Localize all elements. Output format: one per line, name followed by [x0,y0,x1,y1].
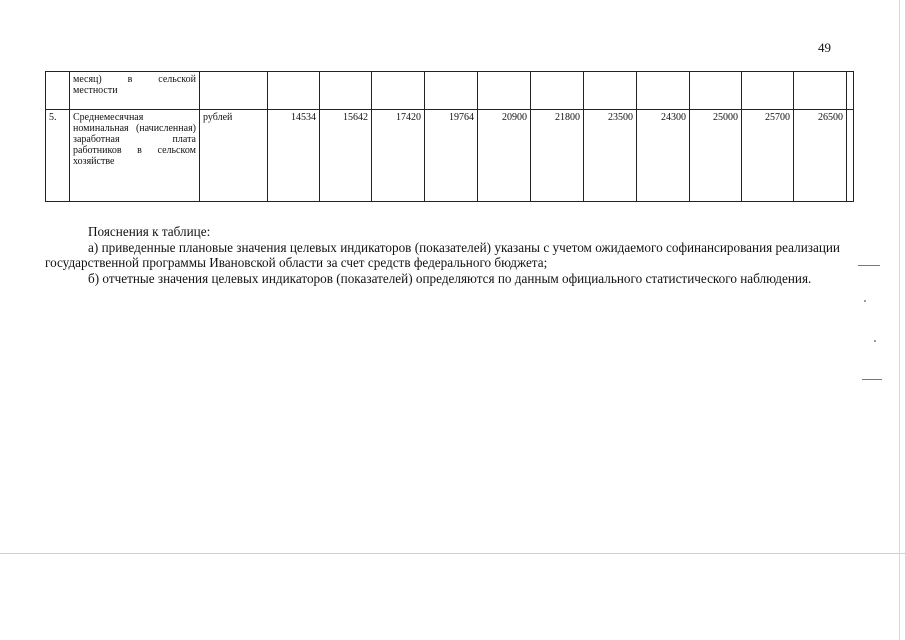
page-number: 49 [818,40,831,55]
scan-artifact [874,340,876,342]
value-cell [847,72,854,110]
value-cell: 25700 [742,110,794,202]
value-cell [847,110,854,202]
value-cell [268,72,320,110]
value-cell: 15642 [320,110,372,202]
value-cell [637,72,690,110]
value-cell [584,72,637,110]
value-cell [320,72,372,110]
value-cell [742,72,794,110]
value-cell: 25000 [690,110,742,202]
value-cell: 20900 [478,110,531,202]
value-cell [372,72,425,110]
row-number: 5. [46,110,70,202]
unit-cell [200,72,268,110]
notes-heading: Пояснения к таблице: [88,224,211,239]
scan-edge-line [899,0,900,640]
indicator-name: месяц) в сельской местности [70,72,200,110]
value-cell [425,72,478,110]
note-b: б) отчетные значения целевых индикаторов (показателей) определяются по данным официального статистического наблюдения. [88,270,812,286]
unit-cell: рублей [200,110,268,202]
value-cell [794,72,847,110]
table-row [46,72,854,110]
value-cell [690,72,742,110]
indicators-table [45,71,854,202]
row-number [46,72,70,110]
scan-artifact [858,265,880,266]
value-cell: 19764 [425,110,478,202]
page-bottom-rule [0,553,905,554]
note-a: а) приведенные плановые значения целевых индикаторов (показателей) указаны с учетом ожидаемого софинансирования реализации государственной программы Ивановской области за счет средств федерального бюджета; [45,239,840,270]
scan-artifact [864,300,866,302]
value-cell: 21800 [531,110,584,202]
value-cell: 17420 [372,110,425,202]
table-notes [45,224,840,286]
value-cell: 24300 [637,110,690,202]
value-cell: 23500 [584,110,637,202]
value-cell: 14534 [268,110,320,202]
value-cell: 26500 [794,110,847,202]
value-cell [531,72,584,110]
scan-artifact [862,379,882,380]
table-row [46,110,854,202]
value-cell [478,72,531,110]
indicator-name: Среднемесячная номинальная (начисленная) заработная плата работников в сельском хозяйстве [70,110,200,202]
